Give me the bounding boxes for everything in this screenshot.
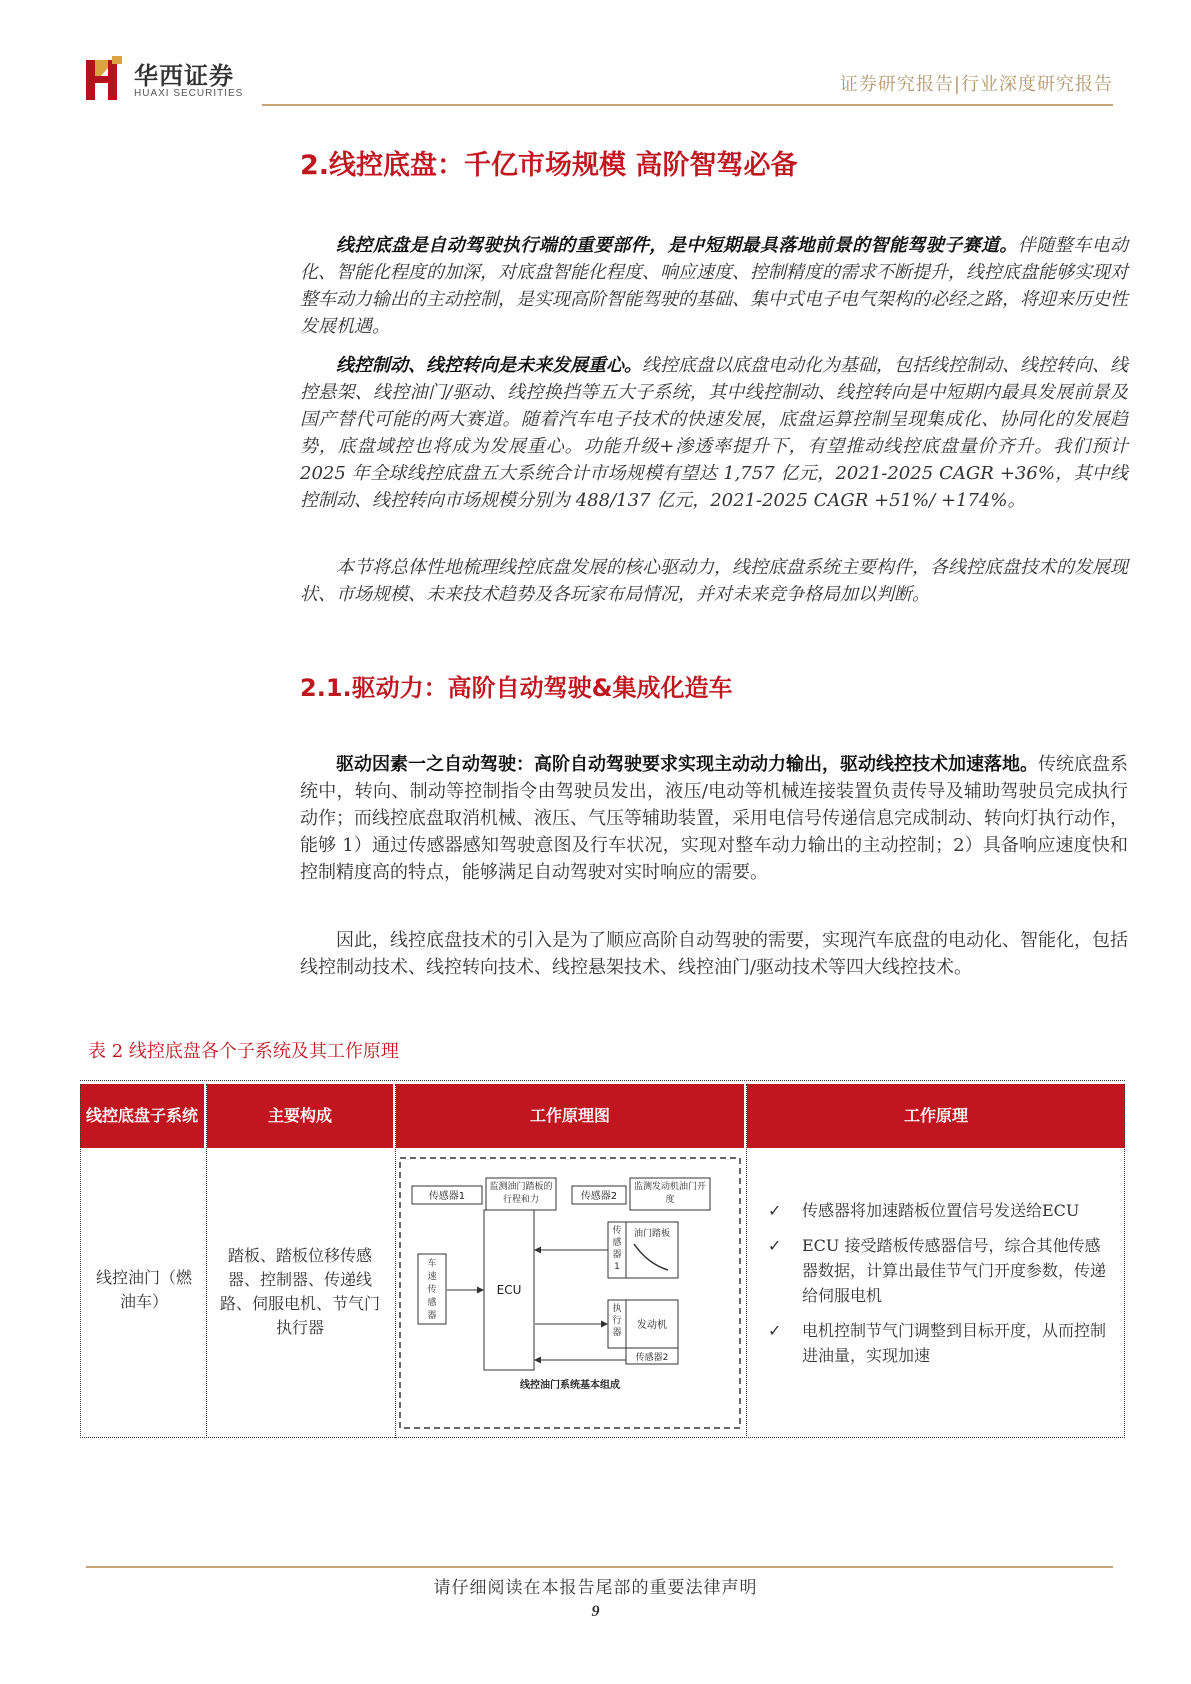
legal-notice: 请仔细阅读在本报告尾部的重要法律声明: [433, 1578, 758, 1598]
subsystem-table: [80, 1080, 1125, 1438]
sensor2-bottom-label: 传感器2: [635, 1353, 669, 1363]
table-header-components: 主要构成: [207, 1084, 393, 1148]
table-header-principle: 工作原理: [747, 1084, 1125, 1148]
table-top-border: [80, 1080, 1125, 1081]
paragraph-4-body: 传统底盘系统中，转向、制动等控制指令由驾驶员发出，液压/电动等机械连接装置负责传导及辅助驾驶员完成执行动作；而线控底盘取消机械、液压、气压等辅助装置，采用电信号传递信息完成制动、转向灯执行动作，能够 1）通过传感器感知驾驶意图及行车状况，实现对整车动力输出的主动控制；2）具备响应速度快和控制精度高的特点，能够满足自动驾驶对实时响应的需要。: [300, 754, 1128, 883]
pedal-arm-icon: [634, 1244, 668, 1270]
paragraph-1-body: 伴随整车电动化、智能化程度的加深，对底盘智能化程度、响应速度、控制精度的需求不断提升，线控底盘能够实现对整车动力输出的主动控制，是实现高阶智能驾驶的基础、集中式电子电气架构的必经之路，将迎来历史性发展机遇。: [300, 235, 1129, 337]
row-subsystem: 线控油门（燃油车）: [96, 1268, 193, 1311]
monitor-pedal-label: 监测油门踏板的行程和力: [489, 1182, 553, 1205]
table-header-diagram: 工作原理图: [396, 1084, 744, 1148]
paragraph-3: 本节将总体性地梳理线控底盘发展的核心驱动力，线控底盘系统主要构件，各线控底盘技术的发展现状、市场规模、未来技术趋势及各玩家布局情况，并对未来竞争格局加以判断。: [300, 557, 1128, 605]
check-icon: ✓: [768, 1321, 782, 1340]
sensor1-label: 传感器1: [428, 1191, 466, 1202]
table-border-right: [1124, 1084, 1125, 1438]
principle-item: [760, 1233, 1115, 1308]
principle-text: 传感器将加速踏板位置信号发送给ECU: [802, 1201, 1080, 1220]
table-border-left: [80, 1084, 81, 1438]
row-components: 踏板、踏板位移传感器、控制器、传递线路、伺服电机、节气门执行器: [219, 1246, 380, 1337]
pedal-label: 油门踏板: [633, 1229, 671, 1239]
principle-item: [760, 1198, 1115, 1223]
sensor1-vertical-label: 传感器1: [612, 1226, 622, 1272]
paragraph-1-lead: 线控底盘是自动驾驶执行端的重要部件，是中短期最具落地前景的智能驾驶子赛道。: [336, 235, 1018, 256]
diagram-caption: 线控油门系统基本组成: [520, 1380, 620, 1391]
principle-item: [760, 1318, 1115, 1368]
paragraph-4: [300, 751, 1128, 886]
principle-list: [760, 1198, 1115, 1378]
paragraph-4-lead: 驱动因素一之自动驾驶：高阶自动驾驶要求实现主动动力输出，驱动线控技术加速落地。: [336, 754, 1038, 775]
paragraph-2-body: 线控底盘以底盘电动化为基础，包括线控制动、线控转向、线控悬架、线控油门/驱动、线控换挡等五大子系统，其中线控制动、线控转向是中短期内最具发展前景及国产替代可能的两大赛道。随着汽车电子技术的快速发展，底盘运算控制呈现集成化、协同化的发展趋势，底盘域控也将成为发展重心。功能升级+渗透率提升下，有望推动线控底盘量价齐升。我们预计 2025 年全球线控底盘五大系统合计市场规模有望达 1,757 亿元，2021-2025 CAGR +36%，其中线控制动、线控转向市场规模分别为 488/137 亿元，2021-2025 CAGR +51%/ +174%。: [300, 355, 1128, 511]
paragraph-5: 因此，线控底盘技术的引入是为了顺应高阶自动驾驶的需要，实现汽车底盘的电动化、智能化，包括线控制动技术、线控转向技术、线控悬架技术、线控油门/驱动技术等四大线控技术。: [300, 930, 1128, 978]
header-divider: [262, 104, 1113, 106]
table-caption: 表 2 线控底盘各个子系统及其工作原理: [88, 1041, 399, 1062]
throttle-diagram: [396, 1156, 744, 1432]
paragraph-2: [300, 352, 1128, 514]
logo-name-cn: 华西证券: [134, 62, 234, 90]
paragraph-1: [300, 232, 1128, 340]
principle-text: 电机控制节气门调整到目标开度，从而控制进油量，实现加速: [802, 1321, 1107, 1365]
engine-label: 发动机: [637, 1320, 667, 1331]
speed-sensor-label: 车速传感器: [427, 1259, 437, 1321]
footer-divider: [86, 1566, 1113, 1568]
sensor2-label: 传感器2: [580, 1191, 618, 1202]
paragraph-2-lead: 线控制动、线控转向是未来发展重心。: [336, 355, 642, 376]
logo-name-en: HUAXI SECURITIES: [134, 88, 244, 99]
ecu-label: ECU: [496, 1283, 522, 1297]
subsection-title: 2.1.驱动力：高阶自动驾驶&集成化造车: [300, 674, 733, 702]
check-icon: ✓: [768, 1201, 782, 1220]
check-icon: ✓: [768, 1236, 782, 1255]
principle-text: ECU 接受踏板传感器信号，综合其他传感器数据，计算出最佳节气门开度参数，传递给伺服电机: [802, 1236, 1107, 1305]
page-number: 9: [591, 1603, 600, 1620]
table-header-subsystem: 线控底盘子系统: [80, 1084, 204, 1148]
section-title: 2.线控底盘：千亿市场规模 高阶智驾必备: [300, 150, 798, 181]
actuator-label: 执行器: [612, 1304, 622, 1338]
report-type: 证券研究报告|行业深度研究报告: [839, 74, 1113, 95]
table-bottom-border: [80, 1437, 1125, 1438]
table-divider-3: [746, 1084, 747, 1438]
table-divider-1: [206, 1084, 207, 1438]
huaxi-logo-icon: [86, 56, 122, 100]
monitor-engine-label: 监测发动机油门开度: [633, 1182, 706, 1205]
